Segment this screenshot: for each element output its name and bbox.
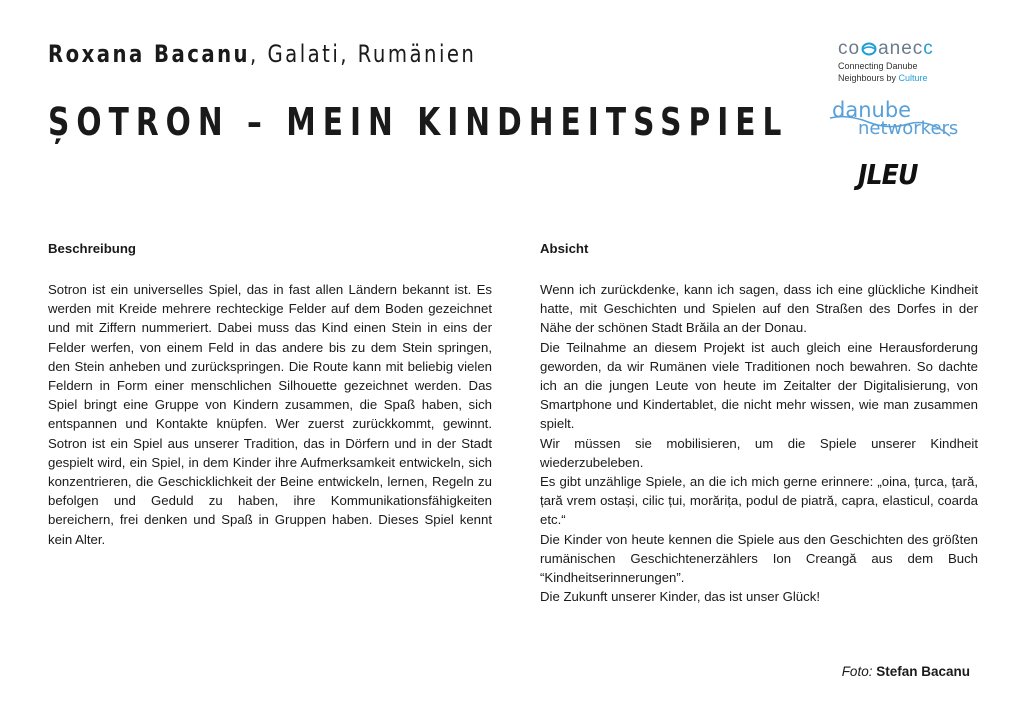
codanec-tagline-1: Connecting Danube (838, 61, 918, 71)
codanec-suffix: anec (878, 38, 924, 59)
photographer-name: Stefan Bacanu (876, 664, 970, 679)
absicht-section (540, 239, 978, 606)
jleu-logo: JLEU (858, 158, 918, 191)
absicht-heading: Absicht (540, 241, 589, 256)
absicht-paragraph: Die Teilnahme an diesem Projekt ist auch gleich eine Herausforderung geworden, da wir Rumänen viele Traditionen noch bewahren. So dachte ich an die jungen Leute von heute im Zeitalter der Digitalisierung, von Smartphone und Kindertablet, die nicht mehr wissen, wie man zusammen spielt. (540, 339, 978, 432)
absicht-paragraph: Wenn ich zurückdenke, kann ich sagen, dass ich eine glückliche Kindheit hatte, mit Geschichten und Spielen auf den Straßen des Dorfes in der Nähe der schönen Stadt Brăila an der Donau. (540, 282, 978, 336)
codanec-accent: c (923, 38, 934, 59)
codanec-logo (838, 38, 948, 84)
beschreibung-section (48, 239, 492, 549)
beschreibung-body: Sotron ist ein universelles Spiel, das in fast allen Ländern bekannt ist. Es werden mit Kreide mehrere rechteckige Felder auf dem Boden gezeichnet und mit Ziffern nummeriert. Dabei muss das Kind einen Stein in eins der Felder werfen, von einem Feld in das andere bis zu dem Stein springen, den Stein anheben und zurückspringen. Die Route kann mit beliebig vielen Feldern in Form einer menschlichen Silhouette gezeichnet werden. Das Spiel bringt eine Gruppe von Kindern zusammen, die Spaß haben, sich entspannen und Kontakte knüpfen. Wer zuerst zurückkommt, gewinnt. Sotron ist ein Spiel aus unserer Tradition, das in Dörfern und in der Stadt gespielt wird, ein Spiel, in dem Kinder ihre Aufmerksamkeit entwickeln, sich konzentrieren, die Geschicklichkeit der Beine entwickeln, lernen, Regeln zu befolgen und Geduld zu haben, ihre Kommunikationsfähigkeiten bereichern, frei denken und Spaß in Gruppen haben. Dieses Spiel kennt kein Alter. (48, 282, 492, 547)
page-title: ȘOTRON – MEIN KINDHEITSSPIEL (48, 100, 789, 144)
absicht-paragraph: Es gibt unzählige Spiele, an die ich mich gerne erinnere: „oina, țurca, țară, țară vrem ostași, cilic țui, morărița, podul de piatră, capra, elasticul, coarda etc.“ (540, 474, 978, 528)
author-line (48, 40, 476, 68)
absicht-paragraph: Die Zukunft unserer Kinder, das ist unser Glück! (540, 589, 820, 605)
absicht-paragraph: Die Kinder von heute kennen die Spiele aus den Geschichten des größten rumänischen Geschichtenerzählers Ion Creangă aus dem Buch “Kindheitserinnerungen”. (540, 531, 978, 586)
danube-networkers-logo (828, 98, 958, 142)
photo-credit-label: Foto: (841, 664, 873, 679)
author-name: Roxana Bacanu (48, 40, 251, 68)
danube-networkers-line-2: networkers (858, 118, 959, 139)
danube-networkers-line-1: danube (832, 98, 912, 122)
absicht-paragraph: Wir müssen sie mobilisieren, um die Spiele unserer Kindheit wiederzubeleben. (540, 435, 978, 470)
codanec-prefix: co (838, 38, 861, 59)
author-location: , Galati, Rumänien (250, 40, 477, 68)
beschreibung-heading: Beschreibung (48, 241, 136, 256)
photo-credit (842, 664, 970, 679)
danube-ring-icon (861, 42, 877, 56)
codanec-tagline-2: Neighbours by Culture (838, 73, 928, 83)
